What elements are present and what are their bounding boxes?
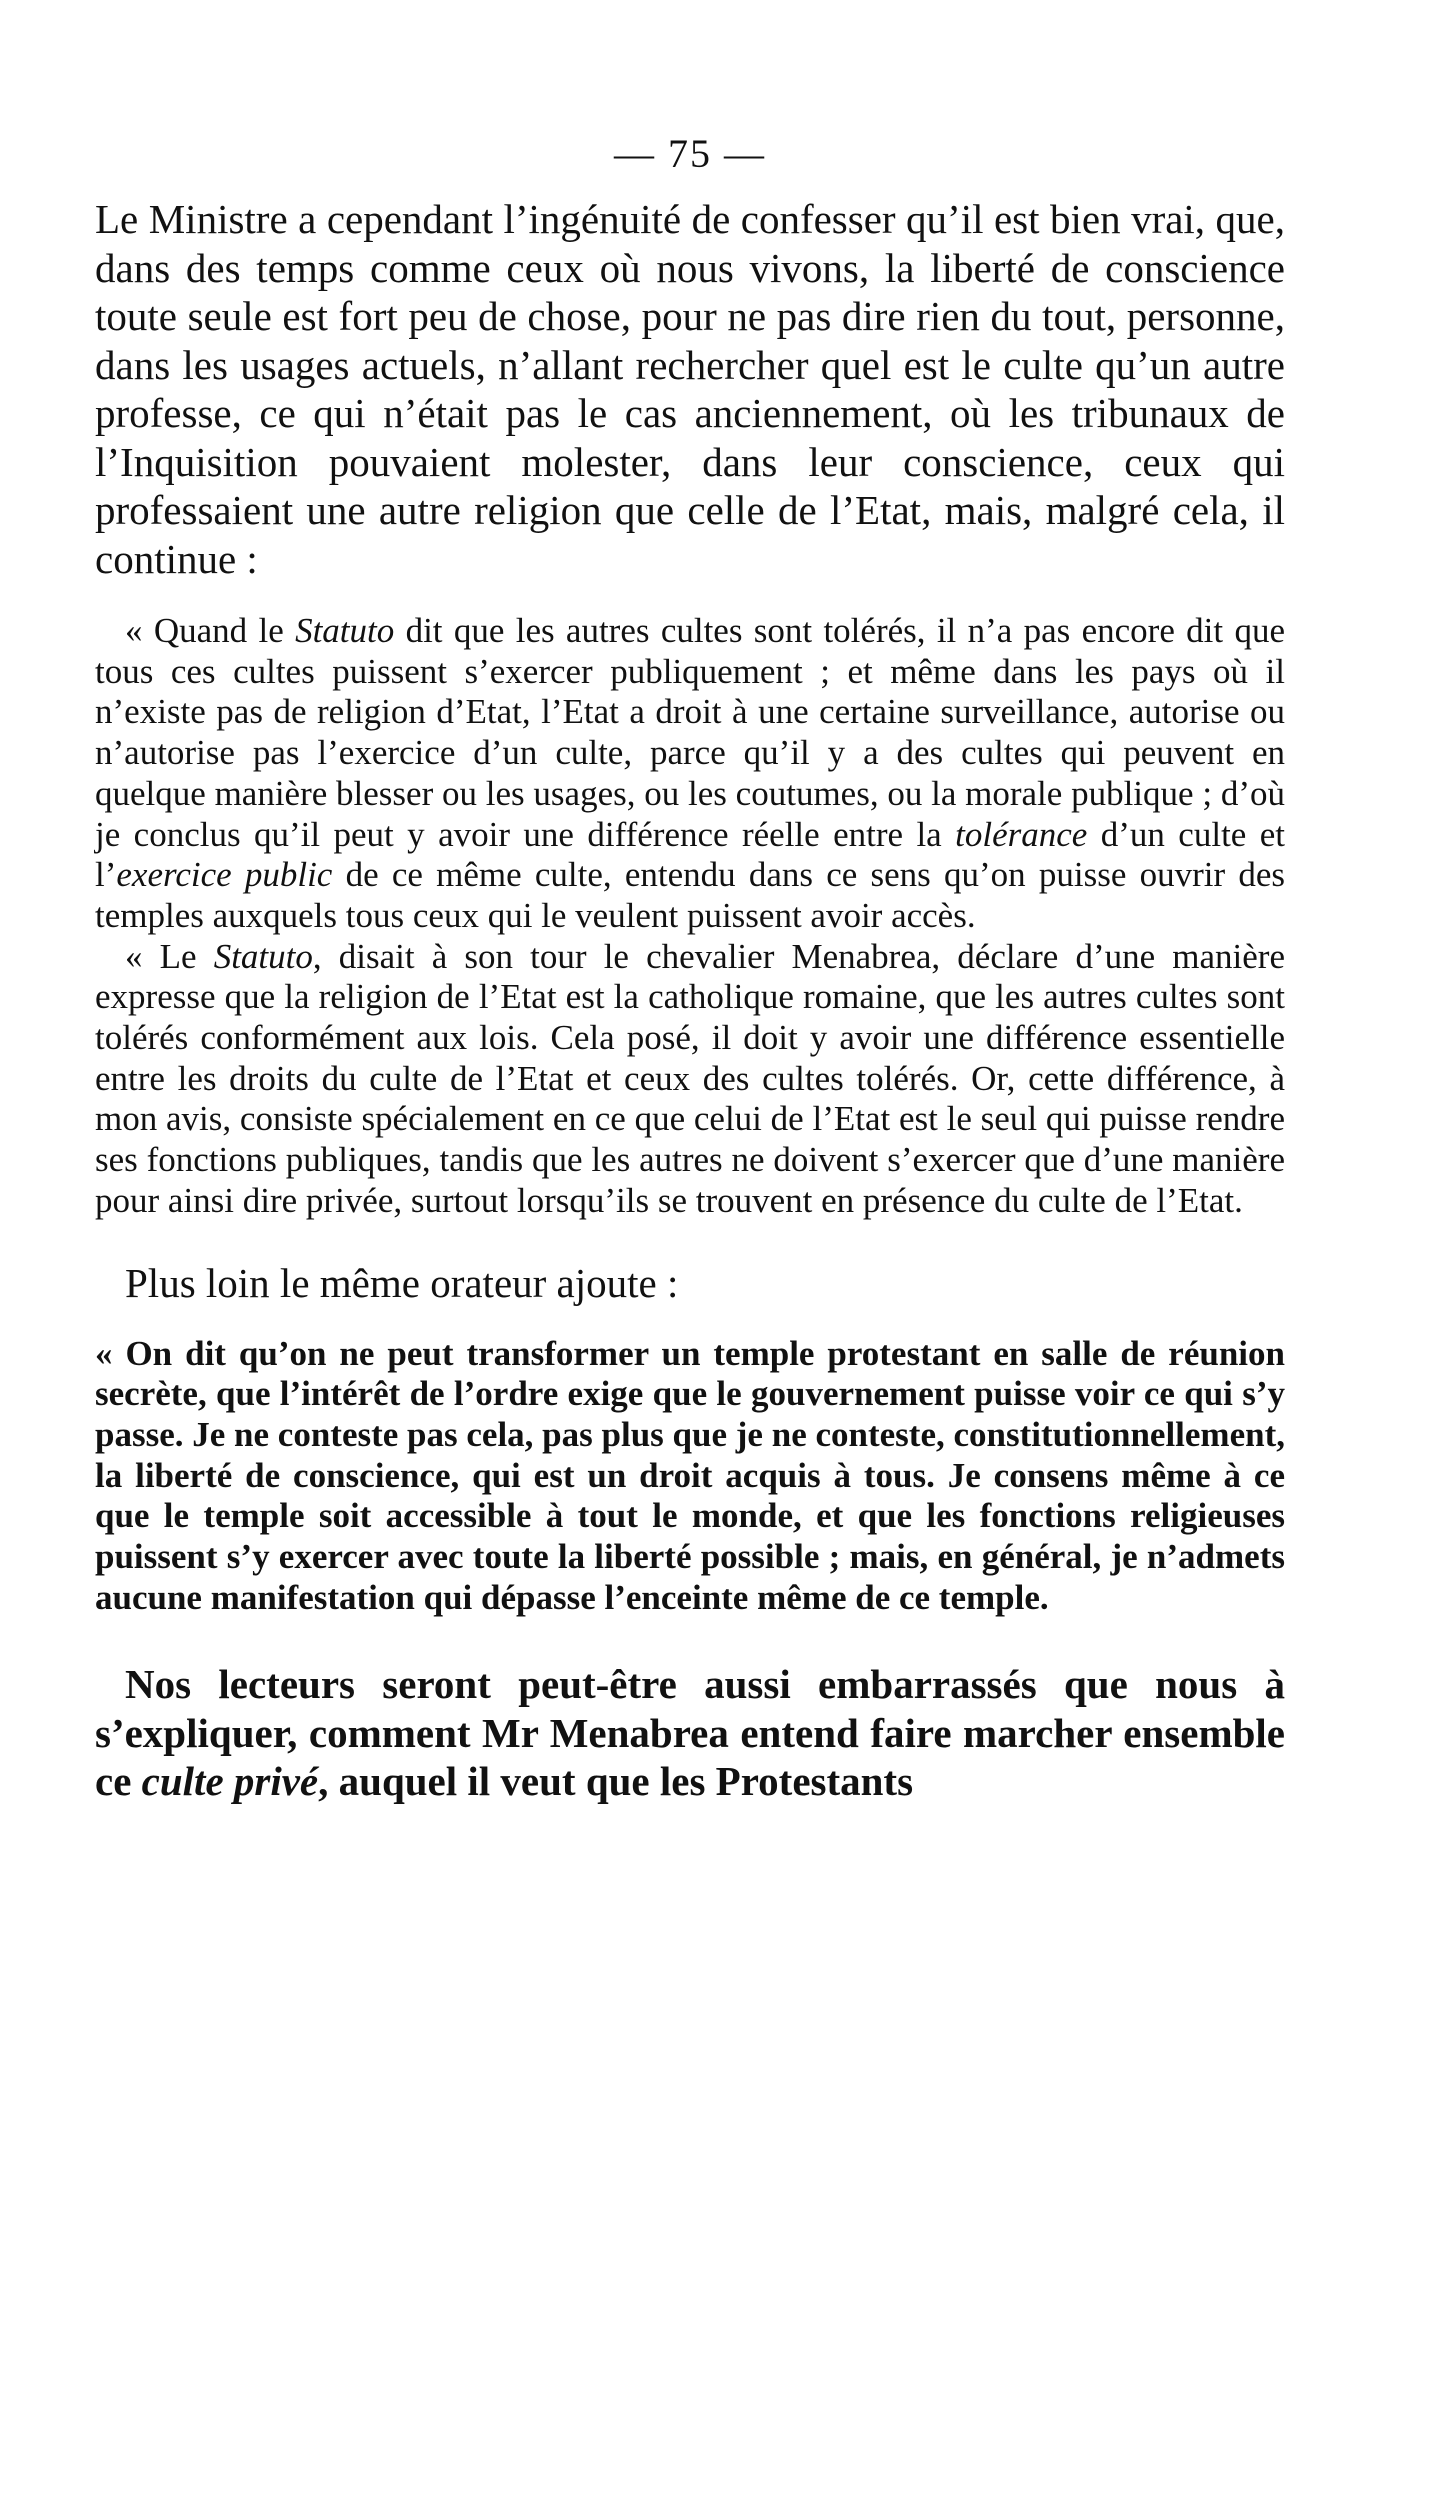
quote-statuto-1: « Quand le Statuto dit que les autres cultes sont tolérés, il n’a pas encore dit que tous ces cultes puissent s’exercer publiquement ; et même dans les pays où il n’existe pas de religion d’Etat, l’Etat a droit à une certaine surveillance, autorise ou n’autorise pas l’exercice d’un culte, parce qu’il y a des cultes qui peuvent en quelque manière blesser ou les usages, ou les coutumes, ou la morale publique ; d’où je conclus qu’il peut y avoir une différence réelle entre la tolérance d’un culte et l’exercice public de ce même culte, entendu dans ce sens qu’on puisse ouvrir des temples auxquels tous ceux qui le veulent puissent avoir accès.	[95, 611, 1285, 935]
quote-menabrea: « Le Statuto, disait à son tour le chevalier Menabrea, déclare d’une manière expresse que la religion de l’Etat est la catholique romaine, que les autres cultes sont tolérés conformément aux lois. Cela posé, il doit y avoir une différence essentielle entre les droits du culte de l’Etat et ceux des cultes tolérés. Or, cette différence, à mon avis, consiste spécialement en ce que celui de l’Etat est le seul qui puisse rendre ses fonctions publiques, tandis que les autres ne doivent s’exercer que d’une manière pour ainsi dire privée, surtout lorsqu’ils se trouvent en présence du culte de l’Etat.	[95, 936, 1285, 1220]
paragraph-ministre: Le Ministre a cependant l’ingénuité de confesser qu’il est bien vrai, que, dans des temps comme ceux où nous vivons, la liberté de conscience toute seule est fort peu de chose, pour ne pas dire rien du tout, personne, dans les usages actuels, n’allant rechercher quel est le culte qu’un autre professe, ce qui n’était pas le cas anciennement, où les tribunaux de l’Inquisition pouvaient molester, dans leur conscience, ceux qui professaient une autre religion que celle de l’Etat, mais, malgré cela, il continue :	[95, 196, 1285, 582]
italic-tolerance: tolérance	[955, 814, 1088, 854]
italic-culte-prive: culte privé	[141, 1758, 319, 1805]
book-page	[95, 130, 1285, 1806]
italic-statuto: Statuto	[295, 611, 395, 650]
italic-statuto-2: Statuto	[213, 936, 313, 976]
quote-temple: « On dit qu’on ne peut transformer un temple protestant en salle de réunion secrète, que l’intérêt de l’ordre exige que le gouvernement puisse voir ce qui s’y passe. Je ne conteste pas cela, pas plus que je ne conteste, constitutionnellement, la liberté de conscience, qui est un droit acquis à tous. Je consens même à ce que le temple soit accessible à tout le monde, et que les fonctions religieuses puissent s’y exercer avec toute la liberté possible ; mais, en général, je n’admets aucune manifestation qui dépasse l’enceinte même de ce temple.	[95, 1333, 1285, 1617]
section-heading: Plus loin le même orateur ajoute :	[125, 1259, 679, 1306]
page-number: — 75 —	[614, 131, 766, 176]
italic-exercice-public: exercice public	[116, 855, 333, 895]
paragraph-lecteurs: Nos lecteurs seront peut-être aussi embarrassés que nous à s’expliquer, comment Mr Menabrea entend faire marcher ensemble ce culte privé, auquel il veut que les Protestants	[95, 1661, 1285, 1805]
